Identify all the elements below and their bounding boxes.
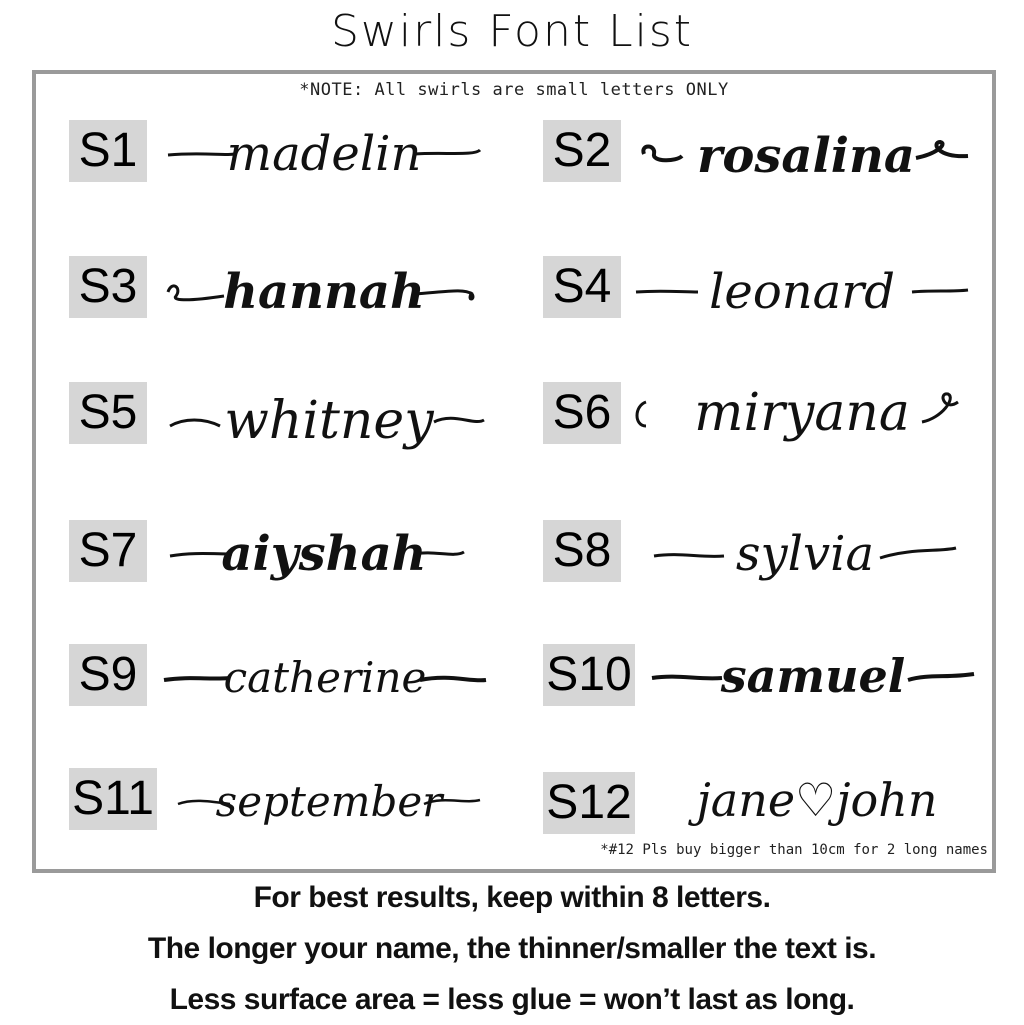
font-sample-text: aiyshah [221,526,427,582]
font-sample-text: september [215,777,443,826]
font-sample-s7 [164,512,484,602]
font-sample-text: jane♡john [696,773,938,827]
font-sample-s10 [648,636,978,716]
font-sample-text: madelin [226,126,422,182]
footer-line: For best results, keep within 8 letters. [253,881,771,914]
font-code-s10: S10 [543,644,635,706]
font-code-s8: S8 [543,520,621,582]
font-code-s12: S12 [543,772,635,834]
font-sample-s4 [632,250,972,330]
footnote-text: *#12 Pls buy bigger than 10cm for 2 long names [600,842,988,858]
font-code-s6: S6 [543,382,621,444]
font-code-s11: S11 [69,768,157,830]
font-sample-s2 [636,114,976,194]
font-sample-s6 [632,372,972,472]
font-sample-s11 [174,764,484,854]
footer-notes [0,872,1024,1025]
font-sample-text: catherine [223,653,427,702]
font-sample-text: whitney [224,391,434,451]
font-code-s5: S5 [69,382,147,444]
font-code-s9: S9 [69,644,147,706]
font-sample-s3 [164,250,484,330]
font-sample-text: leonard [709,264,895,320]
font-code-s1: S1 [69,120,147,182]
font-sample-s8 [650,512,960,602]
font-sample-text: sylvia [735,526,875,582]
font-code-s4: S4 [543,256,621,318]
font-code-s3: S3 [69,256,147,318]
font-sample-s1 [164,114,484,194]
font-sample-s12 [672,764,962,844]
font-code-s7: S7 [69,520,147,582]
font-sample-text: samuel [720,649,906,703]
font-sample-s9 [160,636,490,716]
font-sample-text: hannah [223,264,425,320]
font-sample-text: rosalina [697,128,915,184]
font-code-s2: S2 [543,120,621,182]
font-sample-s5 [164,374,484,464]
font-list-frame [32,70,996,873]
note-text: *NOTE: All swirls are small letters ONLY [299,80,729,100]
page-title: Swirls Font List [330,6,694,57]
footer-line: The longer your name, the thinner/smaller the text is. [147,932,877,965]
font-sample-text: miryana [694,383,910,443]
footer-line: Less surface area = less glue = won’t last as long. [169,983,855,1016]
